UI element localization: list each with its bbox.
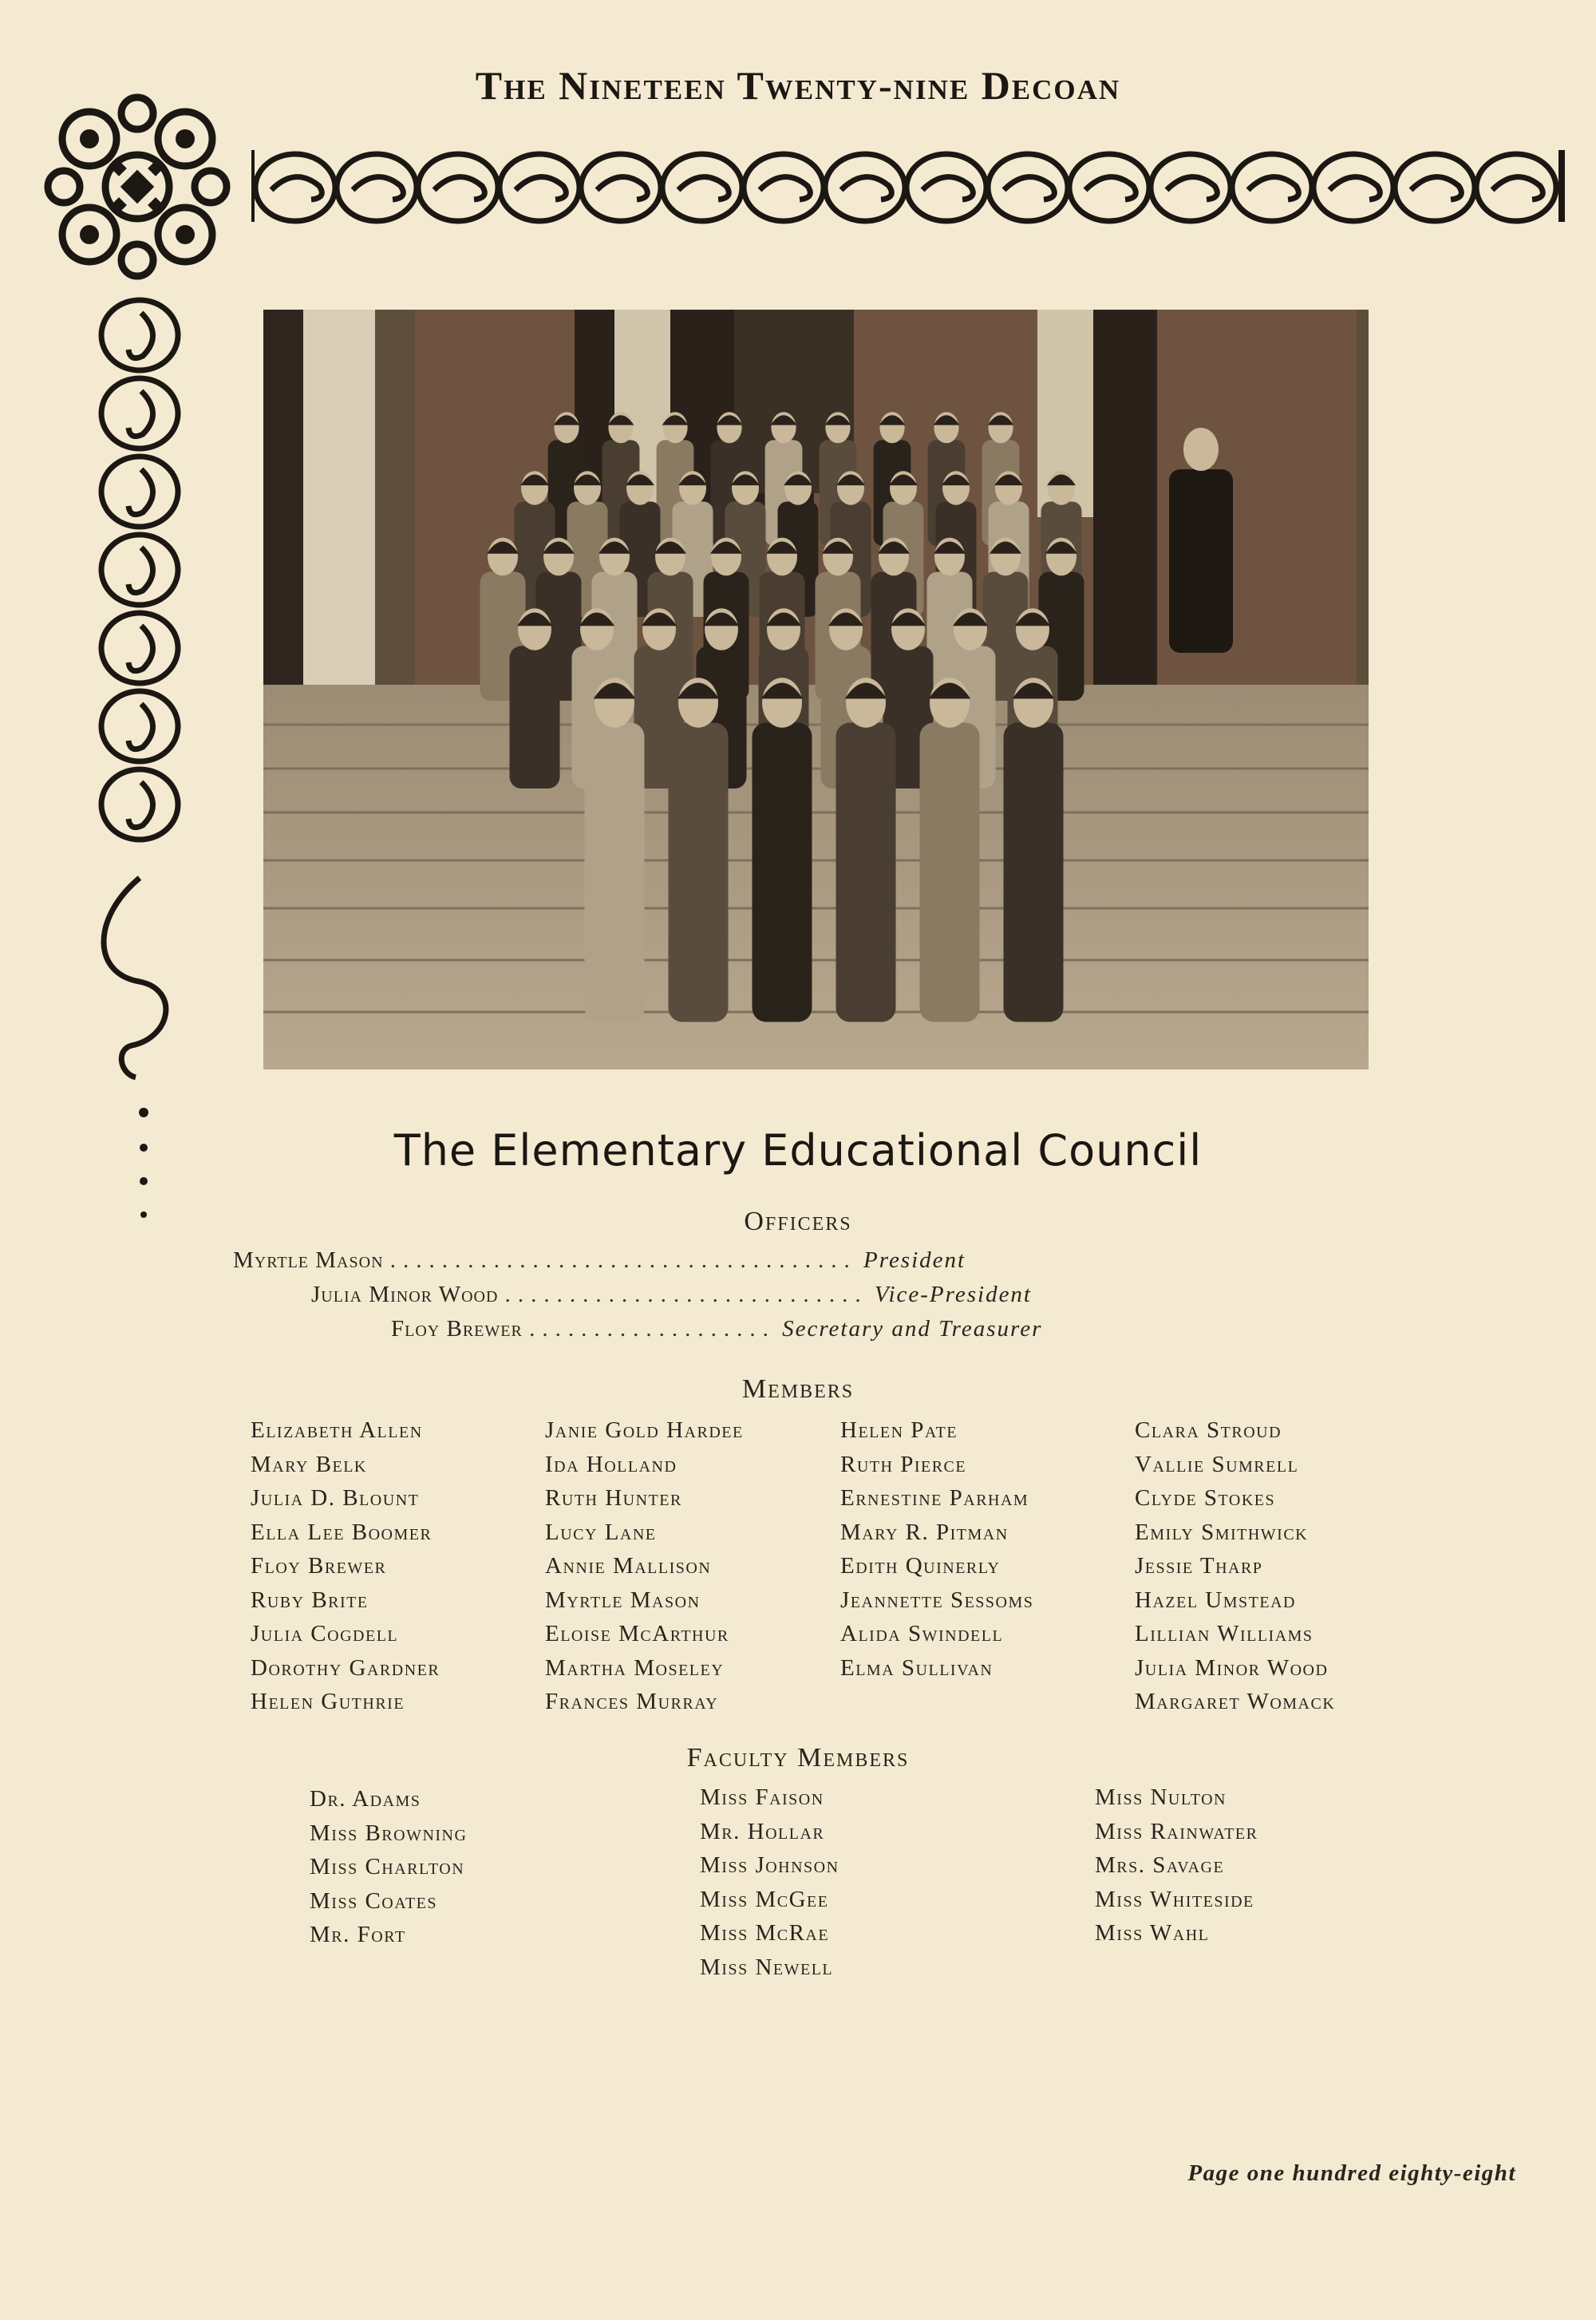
officer-name: Myrtle Mason (233, 1247, 384, 1273)
member-name: Julia D. Blount (251, 1485, 420, 1511)
group-photograph (263, 310, 1369, 1069)
member-name: Myrtle Mason (545, 1587, 701, 1613)
member-name: Hazel Umstead (1135, 1587, 1296, 1613)
member-name: Martha Moseley (545, 1654, 725, 1681)
member-name: Clyde Stokes (1135, 1485, 1276, 1511)
members-column-4 (1135, 1417, 1335, 1723)
scroll-border-top-icon (251, 142, 1568, 234)
member-name: Ernestine Parham (840, 1485, 1029, 1511)
officer-row-president: Myrtle Mason .................................... President (233, 1247, 966, 1273)
member-name: Vallie Sumrell (1135, 1451, 1299, 1477)
member-name: Lucy Lane (545, 1519, 657, 1545)
council-title: The Elementary Educational Council (393, 1125, 1203, 1176)
faculty-name: Miss Charlton (310, 1854, 465, 1879)
member-name: Mary Belk (251, 1451, 367, 1477)
faculty-column-3 (1095, 1784, 1258, 1954)
faculty-name: Mr. Fort (310, 1922, 406, 1947)
members-heading: Members (741, 1374, 855, 1404)
member-name: Jeannette Sessoms (840, 1587, 1034, 1613)
faculty-name: Miss Browning (310, 1820, 468, 1846)
officers-heading: Officers (744, 1207, 852, 1236)
member-name: Floy Brewer (251, 1553, 387, 1579)
officer-row-secretary-treasurer: Floy Brewer ................... Secretary and Treasurer (391, 1316, 1043, 1342)
member-name: Ruth Hunter (545, 1485, 682, 1511)
scroll-border-side-icon (84, 295, 196, 1093)
faculty-name: Miss Johnson (700, 1852, 839, 1878)
faculty-name: Miss Nulton (1095, 1784, 1227, 1810)
officer-role: Vice-President (874, 1282, 1032, 1307)
officer-role: Secretary and Treasurer (782, 1316, 1043, 1342)
member-name: Ella Lee Boomer (251, 1519, 433, 1545)
faculty-name: Miss Coates (310, 1887, 438, 1914)
faculty-name: Miss Faison (700, 1784, 824, 1810)
member-name: Julia Minor Wood (1135, 1654, 1329, 1681)
member-name: Helen Guthrie (251, 1689, 405, 1714)
officer-role: President (863, 1247, 966, 1273)
faculty-name: Miss Whiteside (1095, 1886, 1254, 1912)
member-name: Ruth Pierce (840, 1451, 967, 1477)
member-name: Helen Pate (840, 1417, 958, 1443)
member-name: Emily Smithwick (1135, 1519, 1309, 1545)
faculty-name: Miss Rainwater (1095, 1818, 1258, 1844)
member-name: Eloise McArthur (545, 1621, 729, 1646)
member-name: Clara Stroud (1135, 1417, 1282, 1443)
faculty-name: Miss McRae (700, 1920, 830, 1946)
members-column-2 (545, 1417, 744, 1723)
member-name: Margaret Womack (1135, 1689, 1336, 1714)
member-name: Lillian Williams (1135, 1621, 1314, 1646)
member-name: Edith Quinerly (840, 1553, 1001, 1579)
faculty-heading: Faculty Members (686, 1743, 910, 1773)
faculty-name: Miss McGee (700, 1886, 829, 1912)
member-name: Frances Murray (545, 1689, 719, 1714)
faculty-column-1 (310, 1786, 467, 1956)
member-name: Jessie Tharp (1135, 1553, 1263, 1579)
member-name: Elma Sullivan (840, 1654, 994, 1681)
faculty-name: Dr. Adams (310, 1786, 421, 1812)
corner-ornament-icon (40, 89, 235, 285)
member-name: Ida Holland (545, 1451, 678, 1477)
member-name: Ruby Brite (251, 1587, 369, 1613)
page-number: Page one hundred eighty-eight (1187, 2160, 1516, 2186)
officer-name: Floy Brewer (391, 1316, 523, 1342)
member-name: Julia Cogdell (251, 1621, 399, 1646)
member-name: Alida Swindell (840, 1621, 1004, 1646)
faculty-column-2 (700, 1784, 839, 1988)
running-header: The Nineteen Twenty-nine Decoan (475, 63, 1121, 108)
member-name: Mary R. Pitman (840, 1519, 1009, 1545)
faculty-name: Mrs. Savage (1095, 1852, 1225, 1878)
members-column-1 (251, 1417, 440, 1723)
member-name: Dorothy Gardner (251, 1654, 440, 1681)
faculty-name: Miss Wahl (1095, 1920, 1210, 1946)
officer-row-vice-president: Julia Minor Wood ............................ Vice-President (311, 1282, 1032, 1307)
faculty-name: Miss Newell (700, 1954, 834, 1980)
member-name: Elizabeth Allen (251, 1417, 423, 1443)
faculty-name: Mr. Hollar (700, 1818, 825, 1844)
officer-name: Julia Minor Wood (311, 1282, 499, 1307)
member-name: Janie Gold Hardee (545, 1417, 744, 1443)
member-name: Annie Mallison (545, 1553, 712, 1579)
members-column-3 (840, 1417, 1033, 1689)
